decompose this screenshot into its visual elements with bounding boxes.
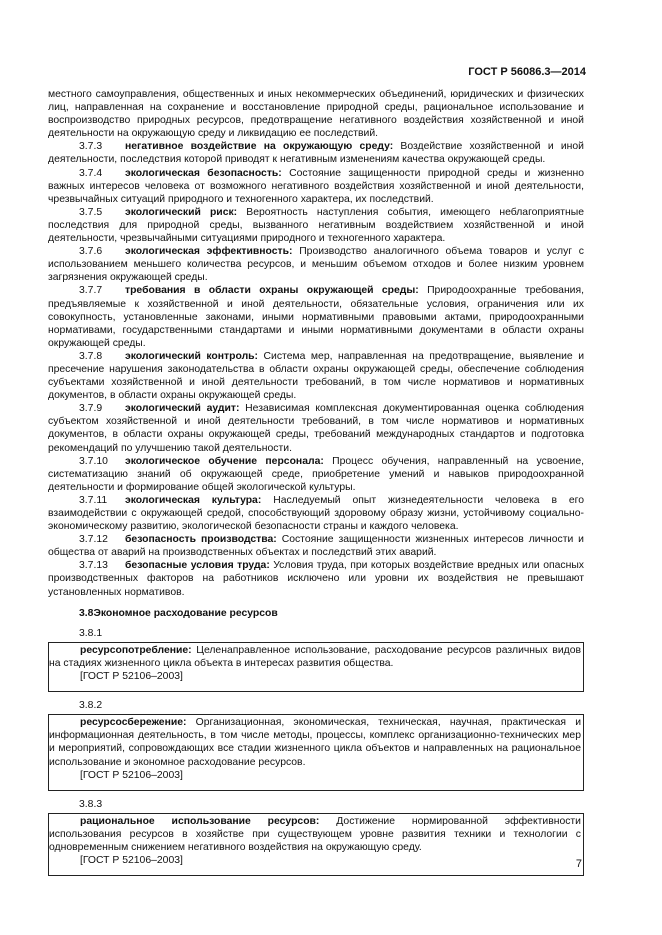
definition-text: Воздействие хозяйственной и иной деятельности, последствия которой приводят к негативным изменениям качества окружающей среды.: [48, 141, 584, 166]
term-definition: [49, 815, 581, 854]
definition-number: 3.7.5: [79, 206, 103, 218]
term-number: 3.8.2: [79, 700, 103, 712]
definition-text: Система мер, направленная на предотвращение, выявление и пресечение нарушения законодательства в области охраны окружающей среды, обеспечение соблюдения субъектами хозяйственной и иной деятельности требований, в том числе нормативов и нормативных документов, в области охраны окружающей среды.: [48, 350, 584, 402]
definition-number: 3.7.13: [79, 560, 108, 572]
definition-term: требования в области охраны окружающей среды:: [125, 285, 419, 297]
definition-number: 3.7.8: [79, 350, 103, 362]
term-box: [48, 714, 584, 790]
definition-term: экологическая культура:: [125, 494, 262, 506]
definition-item: [48, 559, 584, 598]
boxed-terms-list: [48, 627, 584, 876]
definition-item: [48, 206, 584, 245]
definition-number: 3.7.7: [79, 285, 103, 297]
definition-number: 3.7.3: [79, 141, 103, 153]
term-text: Целенаправленное использование, расходование ресурсов различных видов на стадиях жизненного цикла объекта в интересах развития общества.: [49, 644, 581, 669]
definition-item: [48, 533, 584, 559]
definition-text: Условия труда, при которых воздействие вредных или опасных производственных факторов на работников исключено или уровни их воздействия не превышают установленных нормативов.: [48, 560, 584, 598]
definition-item: [48, 350, 584, 402]
definition-item: [48, 245, 584, 284]
term-name: рациональное использование ресурсов:: [80, 815, 320, 827]
definition-term: экологический риск:: [125, 206, 238, 218]
definition-text: Состояние защищенности жизненных интересов личности и общества от аварий на производственных объектах и последствий этих аварий.: [48, 534, 584, 559]
term-number: 3.8.3: [79, 798, 103, 810]
definition-text: Состояние защищенности природной среды и жизненно важных интересов человека от возможного негативного воздействия хозяйственной и иной деятельности, чрезвычайных ситуаций природного и техногенного характера, их последствий.: [48, 167, 584, 205]
definition-number: 3.7.9: [79, 403, 103, 415]
page-number: 7: [575, 858, 582, 870]
definition-text: Процесс обучения, направленный на усвоение, систематизацию знаний об окружающей среде, приобретение умений и навыков природоохранной деятельности и формирование общей экологической культуры.: [48, 455, 584, 493]
definition-item: [48, 402, 584, 454]
definition-item: [48, 167, 584, 206]
term-box: [48, 642, 584, 692]
term-number: 3.8.1: [79, 627, 103, 639]
document-id-header: ГОСТ Р 56086.3—2014: [468, 66, 586, 78]
definition-item: [48, 494, 584, 533]
definitions-list: [48, 140, 584, 598]
definition-text: Производство аналогичного объема товаров и услуг с использованием меньшего количества ресурсов, и меньшим объемом отходов и более низким уровнем загрязнения окружающей среды.: [48, 246, 584, 284]
term-reference: [ГОСТ Р 52106–2003]: [80, 855, 183, 867]
term-definition: [49, 644, 581, 670]
term-box: [48, 813, 584, 876]
document-body: [48, 88, 584, 876]
definition-number: 3.7.4: [79, 167, 103, 179]
intro-paragraph: местного самоуправления, общественных и иных некоммерческих объединений, юридических и физических лиц, направленная на сохранение и восстановление природной среды, рациональное использование и воспроизводство природных ресурсов, предотвращение негативного воздействия хозяйственной и иной деятельности на окружающую среду и ликвидацию ее последствий.: [48, 89, 584, 140]
definition-number: 3.7.6: [79, 246, 103, 258]
term-definition: [49, 716, 581, 768]
term-text: Организационная, экономическая, техническая, научная, практическая и информационная деятельность, в том числе методы, процессы, комплекс организационно-технических мер и мероприятий, сопровождающих все стадии жизненного цикла объектов и направленных на рациональное использование и экономное расходование ресурсов.: [49, 717, 581, 768]
definition-term: негативное воздействие на окружающую среду:: [125, 141, 394, 153]
term-name: ресурсосбережение:: [80, 717, 187, 729]
definition-item: [48, 140, 584, 166]
section-title: 3.8Экономное расходование ресурсов: [79, 607, 278, 619]
definition-term: безопасные условия труда:: [125, 560, 270, 572]
term-text: Достижение нормированной эффективности использования ресурсов в хозяйстве при существующем уровне развития техники и технологии с одновременным снижением негативного воздействия на окружающую среду.: [49, 815, 581, 853]
term-reference: [ГОСТ Р 52106–2003]: [80, 769, 183, 781]
definition-text: Независимая комплексная документированная оценка соблюдения субъектом хозяйственной и иной деятельности требований, в том числе нормативов и нормативных документов, в области охраны окружающей среды, требований международных стандартов и подготовка рекомендаций по улучшению такой деятельности.: [48, 403, 584, 454]
definition-text: Вероятность наступления события, имеющего неблагоприятные последствия для природной среды, вызванного негативным воздействием хозяйственной и иной деятельности, чрезвычайными ситуациями природного и техногенного характера.: [48, 206, 584, 245]
definition-text: Природоохранные требования, предъявляемые к хозяйственной и иной деятельности, обязательные условия, ограничения или их совокупность, установленные законами, иными нормативными правовыми актами, природоохранными нормативами, государственными стандартами и иными нормативными документами в области охраны окружающей среды.: [48, 285, 584, 349]
definition-item: [48, 455, 584, 494]
definition-term: экологическое обучение персонала:: [125, 455, 324, 467]
definition-item: [48, 284, 584, 349]
term-reference: [ГОСТ Р 52106–2003]: [80, 671, 183, 683]
definition-term: экологическая эффективность:: [125, 246, 293, 258]
definition-term: экологический контроль:: [125, 350, 259, 362]
term-name: ресурсопотребление:: [80, 644, 192, 656]
definition-number: 3.7.10: [79, 455, 108, 467]
definition-number: 3.7.11: [79, 494, 108, 506]
definition-term: экологическая безопасность:: [125, 167, 282, 179]
definition-text: Наследуемый опыт жизнедеятельности человека в его взаимодействии с окружающей средой, способствующий здоровому образу жизни, устойчивому социально-экономическому развитию, экологической безопасности страны и каждого человека.: [48, 494, 584, 533]
definition-number: 3.7.12: [79, 534, 108, 546]
definition-term: безопасность производства:: [125, 534, 277, 546]
definition-term: экологический аудит:: [125, 403, 240, 415]
